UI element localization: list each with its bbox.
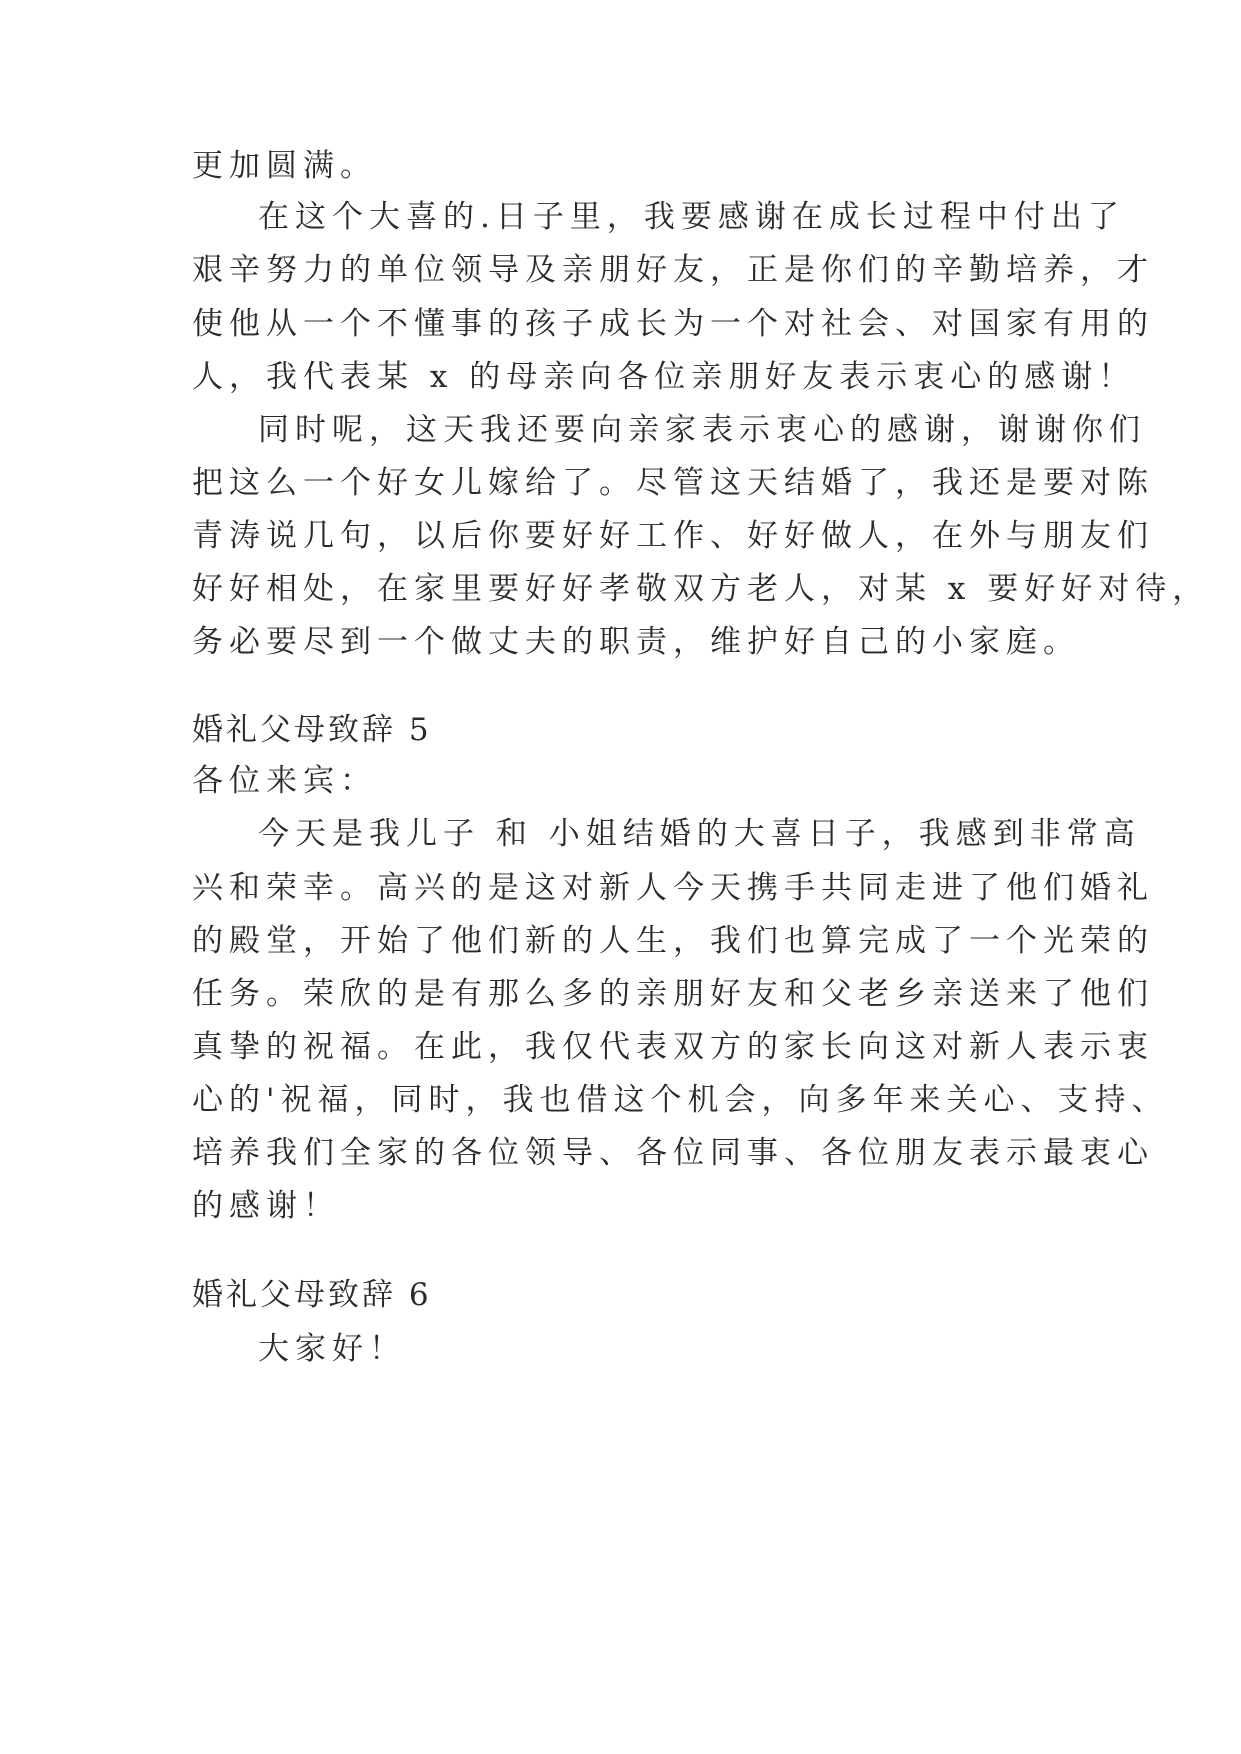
paragraph-line: 青涛说几句，以后你要好好工作、好好做人，在外与朋友们 (192, 518, 1154, 554)
paragraph-line: 使他从一个不懂事的孩子成长为一个对社会、对国家有用的 (192, 306, 1154, 342)
paragraph-line: 培养我们全家的各位领导、各位同事、各位朋友表示最衷心 (192, 1135, 1154, 1171)
paragraph-line: 把这么一个好女儿嫁给了。尽管这天结婚了，我还是要对陈 (192, 465, 1154, 501)
paragraph-line: 同时呢，这天我还要向亲家表示衷心的感谢，谢谢你们 (258, 412, 1146, 448)
salutation: 各位来宾： (192, 763, 377, 799)
paragraph-line: 的感谢！ (192, 1188, 340, 1224)
paragraph-line: 兴和荣幸。高兴的是这对新人今天携手共同走进了他们婚礼 (192, 870, 1154, 906)
paragraph-line: 务必要尽到一个做丈夫的职责，维护好自己的小家庭。 (192, 624, 1080, 660)
paragraph-line: 任务。荣欣的是有那么多的亲朋好友和父老乡亲送来了他们 (192, 976, 1154, 1012)
section-heading: 婚礼父母致辞 5 (192, 712, 432, 748)
paragraph-line: 好好相处，在家里要好好孝敬双方老人，对某 x 要好好对待， (192, 571, 1210, 607)
paragraph-line: 今天是我儿子 和 小姐结婚的大喜日子，我感到非常高 (258, 816, 1141, 852)
paragraph-line: 心的'祝福，同时，我也借这个机会，向多年来关心、支持、 (192, 1082, 1169, 1118)
greeting: 大家好！ (258, 1331, 406, 1367)
paragraph-line: 艰辛努力的单位领导及亲朋好友，正是你们的辛勤培养，才 (192, 252, 1154, 288)
paragraph-line: 在这个大喜的.日子里，我要感谢在成长过程中付出了 (258, 199, 1125, 235)
paragraph-line: 的殿堂，开始了他们新的人生，我们也算完成了一个光荣的 (192, 923, 1154, 959)
paragraph-line: 真挚的祝福。在此，我仅代表双方的家长向这对新人表示衷 (192, 1029, 1154, 1065)
paragraph-line: 更加圆满。 (192, 148, 377, 184)
paragraph-line: 人，我代表某 x 的母亲向各位亲朋好友表示衷心的感谢！ (192, 359, 1136, 395)
section-heading: 婚礼父母致辞 6 (192, 1277, 432, 1313)
